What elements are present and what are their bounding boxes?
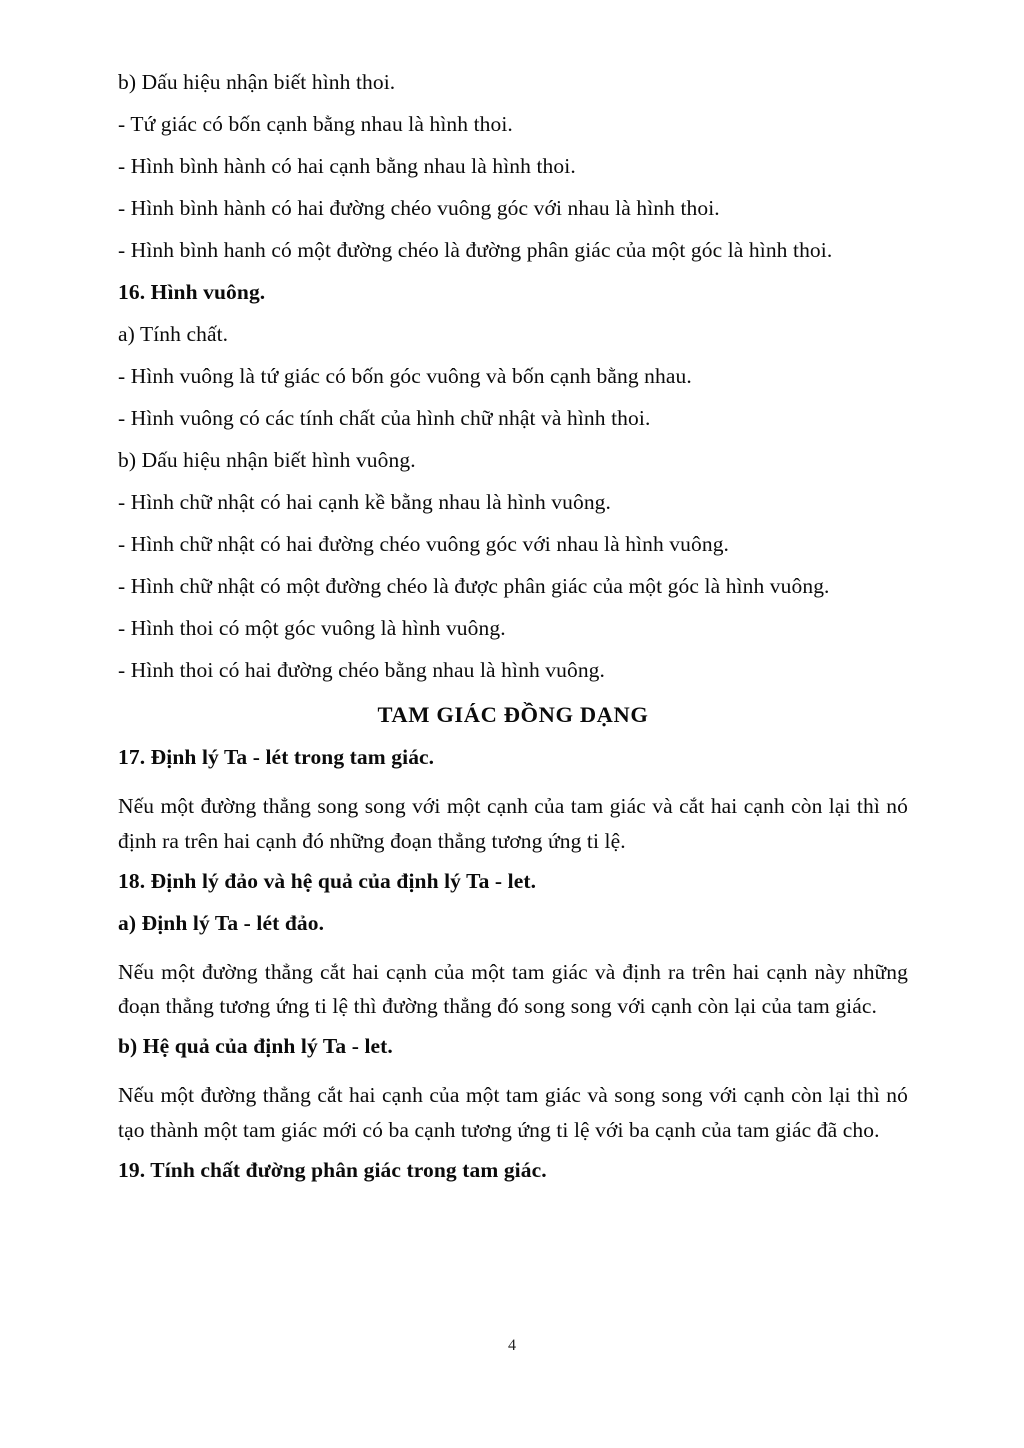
section-heading: 18. Định lý đảo và hệ quả của định lý Ta - let.	[118, 868, 537, 893]
text-line: - Hình bình hành có hai cạnh bằng nhau là hình thoi.	[118, 154, 576, 178]
text-line: - Hình bình hanh có một đường chéo là đường phân giác của một góc là hình thoi.	[118, 238, 833, 262]
text-line: a) Tính chất.	[118, 322, 229, 346]
section-heading: a) Định lý Ta - lét đảo.	[118, 910, 325, 935]
text-line: - Hình thoi có một góc vuông là hình vuông.	[118, 616, 506, 640]
text-line: - Hình chữ nhật có hai cạnh kề bằng nhau là hình vuông.	[118, 490, 612, 514]
text-line: - Hình chữ nhật có hai đường chéo vuông góc với nhau là hình vuông.	[118, 532, 730, 556]
section-heading: 17. Định lý Ta - lét trong tam giác.	[118, 745, 435, 769]
page-number: 4	[508, 1337, 516, 1354]
paragraph: Nếu một đường thẳng song song với một cạnh của tam giác và cắt hai cạnh còn lại thì nó định ra trên hai cạnh đó những đoạn thẳng tương ứng ti lệ.	[118, 794, 908, 853]
text-line: b) Dấu hiệu nhận biết hình thoi.	[118, 70, 396, 94]
text-line: - Hình thoi có hai đường chéo bằng nhau là hình vuông.	[118, 658, 605, 682]
text-line: - Hình chữ nhật có một đường chéo là được phân giác của một góc là hình vuông.	[118, 574, 830, 598]
section-heading: 19. Tính chất đường phân giác trong tam giác.	[118, 1157, 547, 1182]
text-line: - Hình vuông là tứ giác có bốn góc vuông và bốn cạnh bằng nhau.	[118, 364, 692, 388]
text-line: - Hình bình hành có hai đường chéo vuông góc với nhau là hình thoi.	[118, 196, 720, 220]
section-heading: b) Hệ quả của định lý Ta - let.	[118, 1034, 393, 1059]
text-line: - Hình vuông có các tính chất của hình chữ nhật và hình thoi.	[118, 406, 651, 430]
section-heading: 16. Hình vuông.	[118, 280, 266, 304]
chapter-title: TAM GIÁC ĐỒNG DẠNG	[377, 702, 649, 727]
document-body	[118, 72, 908, 1202]
text-line: - Tứ giác có bốn cạnh bằng nhau là hình thoi.	[118, 112, 513, 136]
paragraph: Nếu một đường thẳng cắt hai cạnh của một tam giác và song song với cạnh còn lại thì nó tạo thành một tam giác mới có ba cạnh tương ứng ti lệ với ba cạnh của tam giác đã cho.	[118, 1083, 908, 1143]
text-line: b) Dấu hiệu nhận biết hình vuông.	[118, 448, 416, 472]
paragraph: Nếu một đường thẳng cắt hai cạnh của một tam giác và định ra trên hai cạnh này những đoạn thẳng tương ứng ti lệ thì đường thẳng đó song song với cạnh còn lại của tam giác.	[118, 959, 908, 1019]
